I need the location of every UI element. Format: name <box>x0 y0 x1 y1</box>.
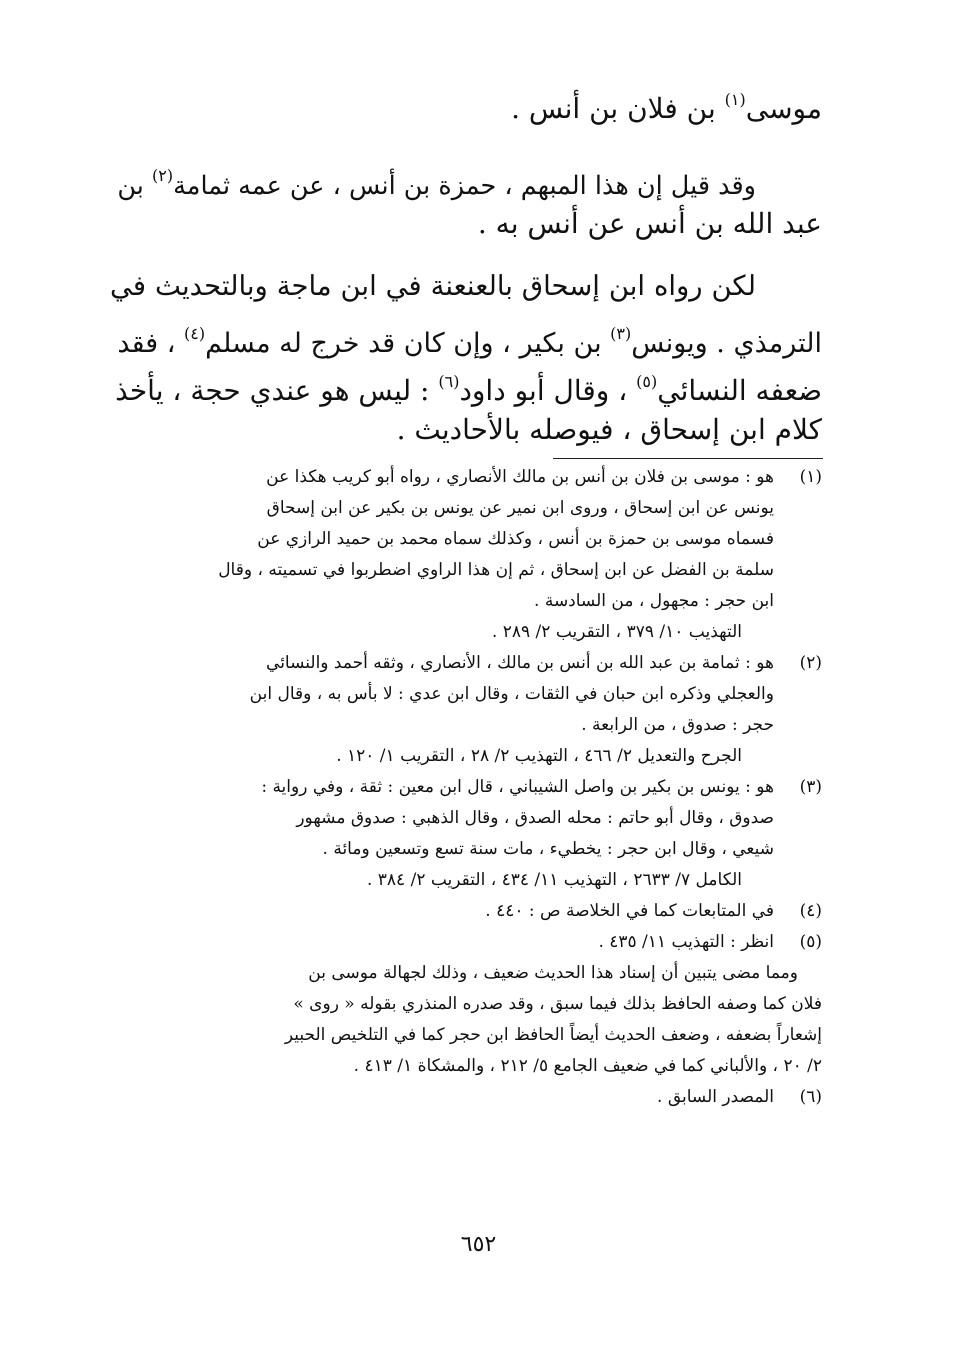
footnote-line: شيعي ، وقال ابن حجر : يخطيء ، مات سنة تسع وتسعين ومائة . <box>322 839 774 859</box>
footnote-reference: الجرح والتعديل ٢/ ٤٦٦ ، التهذيب ٢/ ٢٨ ، التقريب ١/ ١٢٠ . <box>336 746 742 766</box>
main-paragraph-2 <box>110 152 822 248</box>
footnote-text: في المتابعات كما في الخلاصة ص : ٤٤٠ . <box>485 901 774 921</box>
footnotes <box>110 462 822 1113</box>
footnote-divider <box>553 458 823 459</box>
footnote-marker[interactable]: (١) <box>724 90 746 109</box>
footnote-line <box>110 462 822 493</box>
footnote-text: هو : يونس بن بكير بن واصل الشيباني ، قال ابن معين : ثقة ، وفي رواية : <box>261 777 774 797</box>
footnote-text: المصدر السابق . <box>657 1087 774 1107</box>
footnote-number: (٥) <box>799 932 822 952</box>
text-run: ، وقال أبو داود <box>459 374 637 407</box>
footnote-line <box>110 927 822 958</box>
footnote-4 <box>110 896 822 927</box>
main-line <box>110 310 822 358</box>
main-line <box>110 152 822 200</box>
text-run: بن <box>117 171 153 201</box>
footnote-1 <box>110 462 822 648</box>
footnote-reference: التهذيب ١٠/ ٣٧٩ ، التقريب ٢/ ٢٨٩ . <box>491 622 742 642</box>
footnote-line: ٢/ ٢٠ ، والألباني كما في ضعيف الجامع ٥/ ٢١٢ ، والمشكاة ١/ ٤١٣ . <box>353 1056 822 1076</box>
footnote-number: (٤) <box>799 901 822 921</box>
footnote-number: (٦) <box>799 1087 822 1107</box>
page-number: ٦٥٢ <box>460 1232 497 1257</box>
footnote-line <box>110 772 822 803</box>
footnote-text: هو : موسى بن فلان بن أنس بن مالك الأنصاري ، رواه أبو كريب هكذا عن <box>266 467 774 487</box>
main-line: لكن رواه ابن إسحاق بالعنعنة في ابن ماجة وبالتحديث في <box>110 270 756 302</box>
text-run: بن بكير ، وإن كان قد خرج له مسلم <box>205 328 611 359</box>
main-line: عبد الله بن أنس عن أنس به . <box>477 207 822 240</box>
footnote-marker[interactable]: (٤) <box>184 324 206 343</box>
footnote-marker[interactable]: (٢) <box>152 166 174 185</box>
footnote-line: إشعاراً بضعفه ، وضعف الحديث أيضاً الحافظ ابن حجر كما في التلخيص الحبير <box>284 1025 822 1045</box>
footnote-line: فسماه موسى بن حمزة بن أنس ، وكذلك سماه محمد بن حميد الرازي عن <box>257 529 774 549</box>
footnote-text: هو : ثمامة بن عبد الله بن أنس بن مالك ، الأنصاري ، وثقه أحمد والنسائي <box>266 653 774 673</box>
text-run: بن فلان بن أنس . <box>511 92 725 125</box>
footnote-number: (١) <box>799 467 822 487</box>
main-paragraph-1 <box>110 76 822 124</box>
footnote-line: ومما مضى يتبين أن إسناد هذا الحديث ضعيف ، وذلك لجهالة موسى بن <box>308 963 798 983</box>
footnote-line: يونس عن ابن إسحاق ، وروى ابن نمير عن يونس بن بكير عن ابن إسحاق <box>266 498 774 518</box>
footnote-number: (٢) <box>799 653 822 673</box>
text-run: ، فقد <box>117 328 185 359</box>
text-run: موسى <box>745 92 822 125</box>
footnote-number: (٣) <box>799 777 822 797</box>
main-line <box>110 358 822 406</box>
main-line <box>110 76 822 124</box>
footnote-reference: الكامل ٧/ ٢٦٣٣ ، التهذيب ١١/ ٤٣٤ ، التقريب ٢/ ٣٨٤ . <box>366 870 742 890</box>
footnote-line <box>110 1082 822 1113</box>
main-paragraph-3 <box>110 262 822 454</box>
footnote-line: حجر : صدوق ، من الرابعة . <box>581 715 774 735</box>
footnote-line: فلان كما وصفه الحافظ بذلك فيما سبق ، وقد صدره المنذري بقوله « روى » <box>293 994 822 1014</box>
footnote-line <box>110 896 822 927</box>
footnote-6 <box>110 1082 822 1113</box>
footnote-line: ابن حجر : مجهول ، من السادسة . <box>534 591 774 611</box>
footnote-text: انظر : التهذيب ١١/ ٤٣٥ . <box>598 932 774 952</box>
footnote-5 <box>110 927 822 1082</box>
footnote-marker[interactable]: (٣) <box>610 324 632 343</box>
footnote-3 <box>110 772 822 896</box>
footnote-marker[interactable]: (٥) <box>636 372 658 391</box>
text-run: وقد قيل إن هذا المبهم ، حمزة بن أنس ، عن عمه ثمامة <box>173 171 756 201</box>
footnote-line: والعجلي وذكره ابن حبان في الثقات ، وقال ابن عدي : لا بأس به ، وقال ابن <box>249 684 774 704</box>
footnote-line: سلمة بن الفضل عن ابن إسحاق ، ثم إن هذا الراوي اضطربوا في تسميته ، وقال <box>218 560 774 580</box>
text-run: ضعفه النسائي <box>657 374 822 407</box>
text-run: الترمذي . ويونس <box>631 328 822 359</box>
footnote-line <box>110 648 822 679</box>
footnote-2 <box>110 648 822 772</box>
footnote-marker[interactable]: (٦) <box>438 372 460 391</box>
text-run: : ليس هو عندي حجة ، يأخذ <box>115 374 439 407</box>
main-line: كلام ابن إسحاق ، فيوصله بالأحاديث . <box>396 413 822 446</box>
footnote-line: صدوق ، وقال أبو حاتم : محله الصدق ، وقال الذهبي : صدوق مشهور <box>296 808 774 828</box>
